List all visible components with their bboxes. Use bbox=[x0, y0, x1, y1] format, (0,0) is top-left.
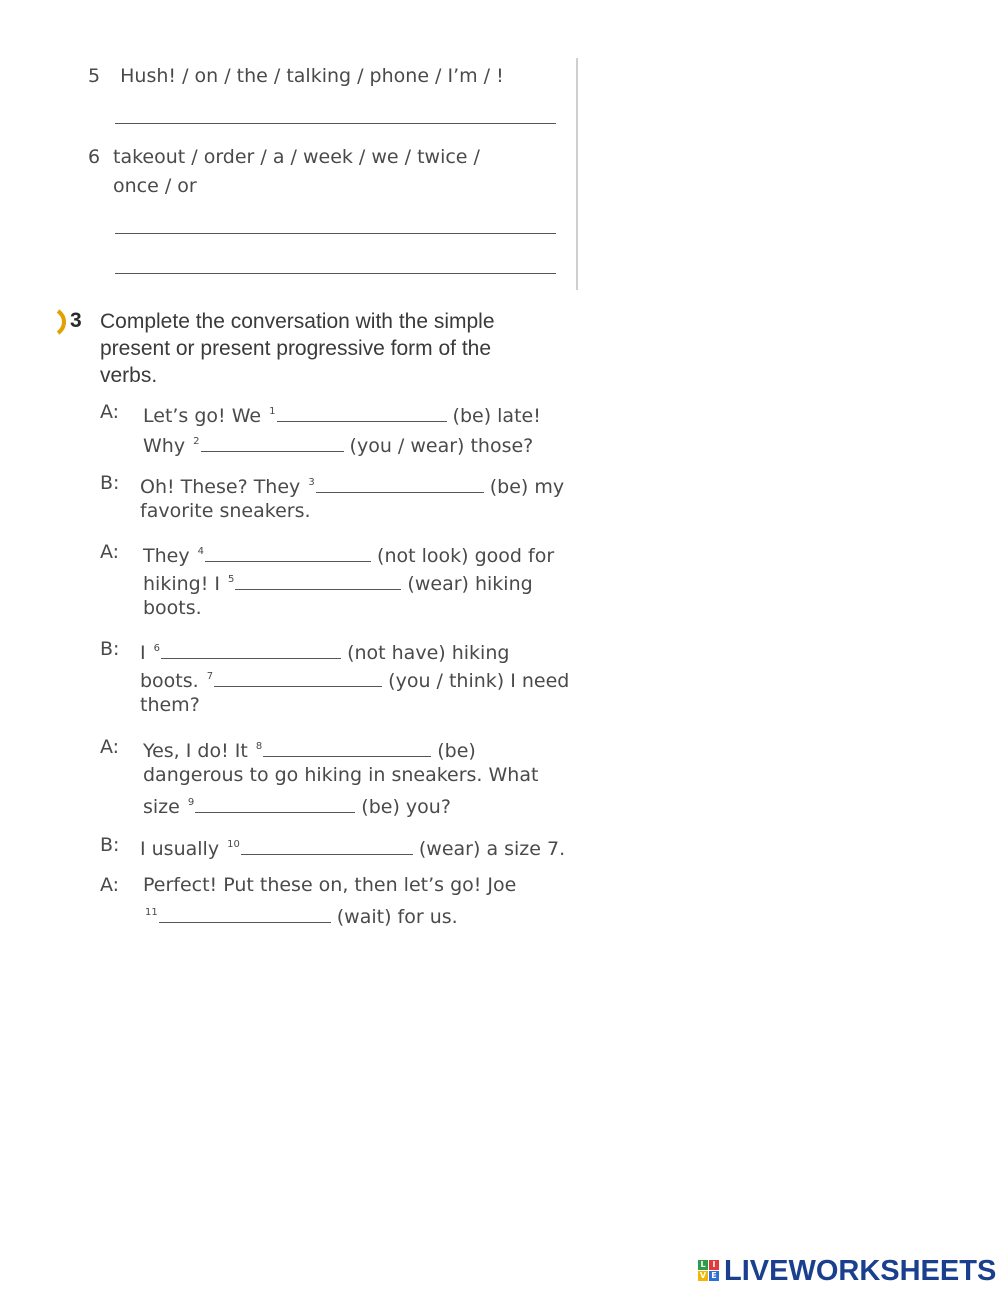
gap-9-blank[interactable] bbox=[195, 794, 355, 813]
dialogue-line bbox=[143, 398, 541, 430]
item-number: 5 bbox=[88, 65, 101, 87]
gap-number: 11 bbox=[145, 907, 158, 918]
logo-tile: L bbox=[698, 1260, 708, 1270]
answer-line-6b[interactable] bbox=[115, 273, 556, 274]
line-text: (wait) for us. bbox=[330, 906, 458, 928]
line-text: size bbox=[143, 796, 186, 818]
item-5 bbox=[88, 62, 504, 90]
item-6-line2: once / or bbox=[113, 175, 197, 197]
line-text: (not have) hiking bbox=[341, 642, 510, 664]
line-text: I usually bbox=[140, 838, 226, 860]
brand-logo[interactable] bbox=[698, 1257, 998, 1287]
speaker-label: A: bbox=[100, 541, 120, 563]
gap-number: 2 bbox=[193, 436, 200, 447]
dialogue-line bbox=[143, 789, 451, 821]
dialogue-line bbox=[143, 428, 533, 460]
gap-6-blank[interactable] bbox=[161, 640, 341, 659]
dialogue-line bbox=[143, 899, 458, 931]
gap-number: 6 bbox=[153, 643, 161, 654]
line-text: (wear) hiking bbox=[401, 573, 533, 595]
line-text: (you / think) I need bbox=[382, 670, 570, 692]
dialogue-line: them? bbox=[140, 694, 200, 716]
speaker-label: B: bbox=[100, 834, 120, 856]
exercise-number: 3 bbox=[70, 309, 82, 332]
gap-number: 8 bbox=[255, 741, 263, 752]
dialogue-line: favorite sneakers. bbox=[140, 500, 311, 522]
line-text: (you / wear) those? bbox=[343, 435, 534, 457]
gap-2-blank[interactable] bbox=[201, 433, 344, 452]
logo-tiles-icon bbox=[698, 1260, 720, 1282]
speaker-label: A: bbox=[100, 736, 120, 758]
dialogue-line bbox=[140, 831, 565, 863]
item-text: Hush! / on / the / talking / phone / I’m / ! bbox=[120, 65, 504, 87]
gap-number: 3 bbox=[308, 477, 315, 488]
gap-number: 9 bbox=[187, 797, 195, 808]
line-text: Let’s go! We bbox=[143, 405, 268, 427]
gap-8-blank[interactable] bbox=[263, 738, 431, 757]
line-text: (be) bbox=[431, 740, 476, 762]
line-text: (wear) a size 7. bbox=[412, 838, 566, 860]
line-text: (be) my bbox=[483, 476, 565, 498]
speaker-label: A: bbox=[100, 401, 120, 423]
line-text: Oh! These? They bbox=[140, 476, 307, 498]
gap-1-blank[interactable] bbox=[277, 403, 447, 422]
answer-line-5[interactable] bbox=[115, 123, 556, 124]
exercise-instruction bbox=[100, 308, 495, 389]
instruction-line: present or present progressive form of the bbox=[100, 337, 492, 360]
line-text: I bbox=[140, 642, 152, 664]
speaker-label: B: bbox=[100, 638, 120, 660]
speaker-label: A: bbox=[100, 874, 120, 896]
gap-number: 7 bbox=[206, 671, 214, 682]
gap-number: 4 bbox=[197, 546, 204, 557]
dialogue-line: dangerous to go hiking in sneakers. What bbox=[143, 764, 539, 786]
line-text: Yes, I do! It bbox=[143, 740, 254, 762]
column-divider bbox=[576, 58, 578, 290]
gap-3-blank[interactable] bbox=[316, 474, 484, 493]
item-6-line1: takeout / order / a / week / we / twice / bbox=[113, 146, 480, 168]
gap-10-blank[interactable] bbox=[241, 836, 413, 855]
line-text: Why bbox=[143, 435, 192, 457]
line-text: (be) late! bbox=[446, 405, 541, 427]
dialogue-line: Perfect! Put these on, then let’s go! Joe bbox=[143, 874, 517, 896]
line-text: boots. bbox=[140, 670, 205, 692]
instruction-line: verbs. bbox=[100, 364, 158, 387]
line-text: (be) you? bbox=[355, 796, 451, 818]
gap-4-blank[interactable] bbox=[205, 543, 371, 562]
gap-5-blank[interactable] bbox=[235, 571, 401, 590]
gap-number: 1 bbox=[269, 406, 276, 417]
gap-11-blank[interactable] bbox=[159, 904, 331, 923]
dialogue-line: boots. bbox=[143, 597, 202, 619]
gap-7-blank[interactable] bbox=[214, 668, 382, 687]
line-text: (not look) good for bbox=[371, 545, 555, 567]
gap-number: 5 bbox=[228, 574, 235, 585]
gap-number: 10 bbox=[227, 839, 240, 850]
answer-line-6a[interactable] bbox=[115, 233, 556, 234]
logo-tile: I bbox=[709, 1260, 719, 1270]
line-text: They bbox=[143, 545, 196, 567]
logo-tile: V bbox=[699, 1271, 707, 1280]
logo-tile: E bbox=[709, 1271, 719, 1281]
instruction-line: Complete the conversation with the simple bbox=[100, 310, 495, 333]
speaker-label: B: bbox=[100, 472, 120, 494]
item-6-number: 6 bbox=[88, 146, 101, 168]
dialogue-line bbox=[140, 663, 569, 695]
audio-icon bbox=[56, 309, 68, 339]
line-text: hiking! I bbox=[143, 573, 227, 595]
brand-name: LIVEWORKSHEETS bbox=[724, 1255, 997, 1287]
